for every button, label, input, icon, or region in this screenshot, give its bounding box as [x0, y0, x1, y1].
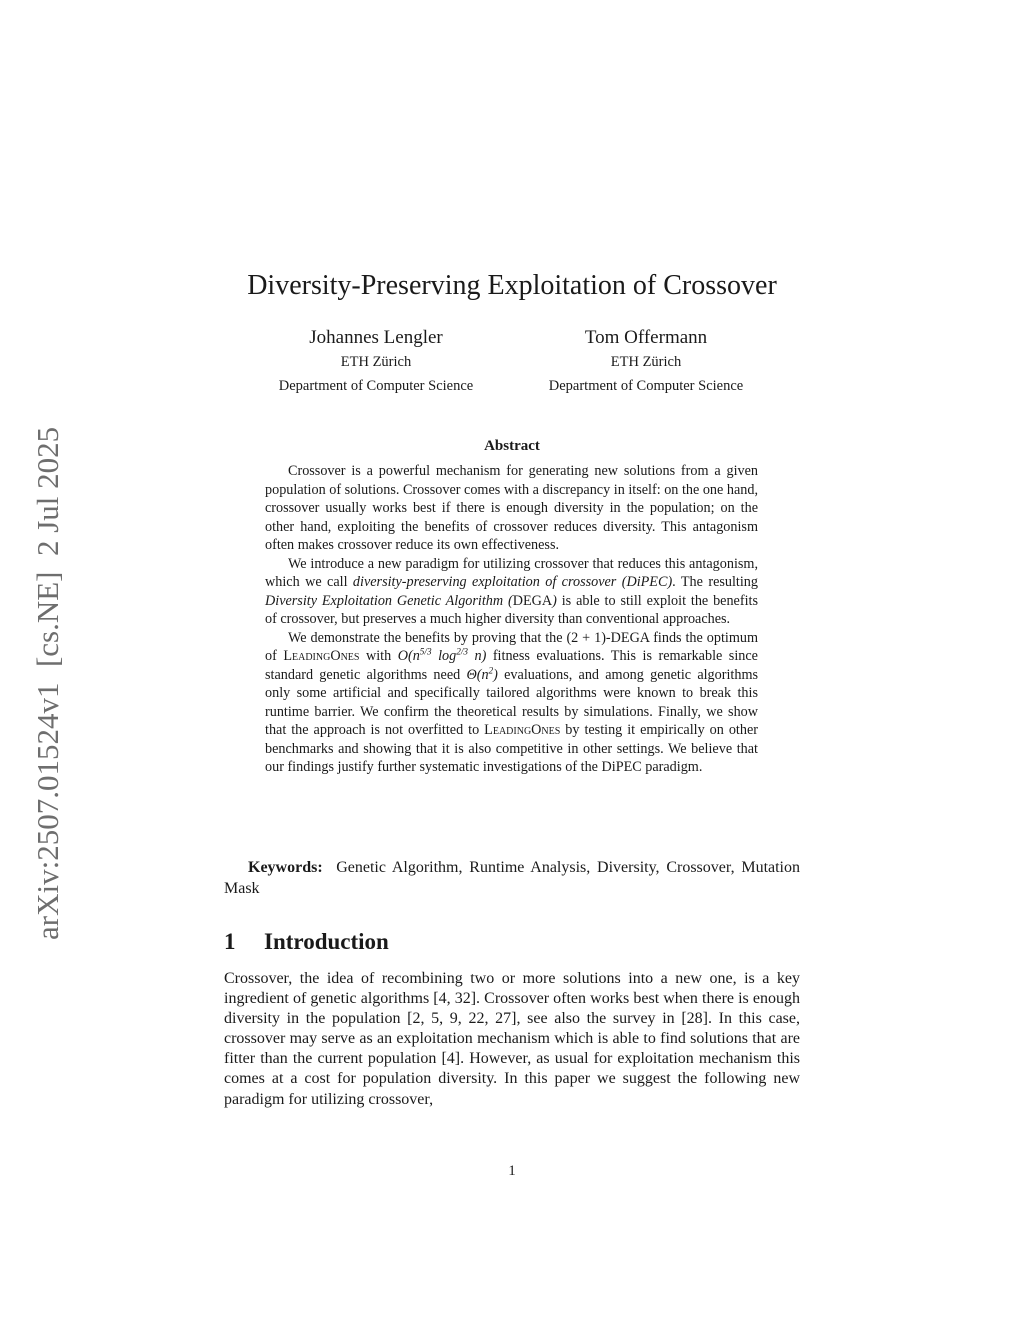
text-run: . The resulting — [672, 574, 758, 590]
math-exponent: 2/3 — [456, 646, 468, 657]
emphasis-close: ) — [552, 592, 557, 609]
emphasis-dega: Diversity Exploitation Genetic Algorithm ( — [265, 592, 513, 609]
author-block-2 — [516, 326, 776, 398]
leadingones-term: LeadingOnes — [484, 722, 561, 738]
abstract-paragraph-2 — [265, 555, 758, 629]
author-department: Department of Computer Science — [548, 378, 744, 394]
author-department: Department of Computer Science — [278, 378, 474, 394]
section-title: Introduction — [264, 929, 389, 954]
math-part: log — [431, 648, 457, 664]
math-part: ) — [493, 666, 498, 683]
dega-acronym: DEGA — [512, 592, 553, 609]
text-run: evaluations, and among genetic algorithms only some artificial and specifically tailored algorithms were known to break this runtime barrier. We confirm the theoretical results by simulations. Finally, we show that the approach is not overfitted to — [265, 666, 759, 738]
introduction-paragraph: Crossover, the idea of recombining two or more solutions into a new one, is a key ingredient of genetic algorithms [4, 32]. Crossover often works best when there is enough diversity in the population [2, 5, 9, 22, 27], see also the survey in [28]. In this case, crossover may serve as an exploitation mechanism which is able to find solutions that are fitter than the current population [4]. However, as usual for exploitation mechanism this comes at a cost for population diversity. In this paper we suggest the following new paradigm for utilizing crossover, — [224, 970, 800, 1108]
math-exponent: 5/3 — [419, 646, 432, 657]
page-number: 1 — [508, 1163, 516, 1179]
emphasis-dipec: diversity-preserving exploitation of crossover (DiPEC) — [352, 574, 673, 590]
section-number: 1 — [224, 929, 236, 954]
math-part: n) — [468, 648, 487, 664]
math-part: O(n — [397, 648, 420, 664]
section-heading — [224, 927, 800, 957]
author-block-1 — [246, 326, 506, 398]
math-runtime — [398, 648, 487, 664]
keywords-label: Keywords: — [248, 859, 323, 876]
text-run: by testing it empirically on other benchmarks and showing that it is also competitive in other settings. We believe that our findings justify further systematic investigations of the DiPEC paradigm. — [265, 722, 758, 775]
text-run: with — [359, 648, 398, 664]
abstract-body — [265, 462, 758, 777]
leadingones-term: LeadingOnes — [283, 648, 360, 664]
introduction-body — [224, 969, 800, 1110]
abstract-paragraph-1: Crossover is a powerful mechanism for generating new solutions from a given population of solutions. Crossover comes with a discrepancy in itself: on the one hand, crossover usually works best if there is enough diversity in the population; on the other hand, exploiting the benefits of crossover reduces diversity. This antagonism often makes crossover reduce its own effectiveness. — [265, 463, 758, 553]
abstract-heading: Abstract — [484, 438, 540, 454]
text-run: We introduce a new paradigm for utilizing crossover that reduces this antagonism, which we call — [265, 555, 758, 590]
math-theta — [466, 664, 498, 683]
text-run: is able to still exploit the benefits of crossover, but preserves a much higher diversity than conventional approaches. — [265, 592, 758, 627]
keywords-list: Genetic Algorithm, Runtime Analysis, Diversity, Crossover, Mutation Mask — [224, 859, 801, 897]
author-name: Johannes Lengler — [309, 327, 443, 348]
arxiv-identifier-stamp: arXiv:2507.01524v1 [cs.NE] 2 Jul 2025 — [30, 426, 65, 940]
text-run: fitness evaluations. This is remarkable since standard genetic algorithms need — [265, 648, 758, 683]
keywords-line — [224, 857, 800, 899]
author-name: Tom Offermann — [584, 327, 708, 348]
text-run: We demonstrate the benefits by proving that the (2 + 1)-DEGA finds the optimum of — [265, 629, 758, 664]
author-institution: ETH Zürich — [610, 354, 682, 370]
author-institution: ETH Zürich — [340, 354, 412, 370]
math-exponent: 2 — [488, 664, 494, 675]
paper-title: Diversity-Preserving Exploitation of Crossover — [247, 270, 777, 301]
abstract-paragraph-3 — [265, 629, 758, 777]
math-part: Θ(n — [466, 666, 489, 683]
